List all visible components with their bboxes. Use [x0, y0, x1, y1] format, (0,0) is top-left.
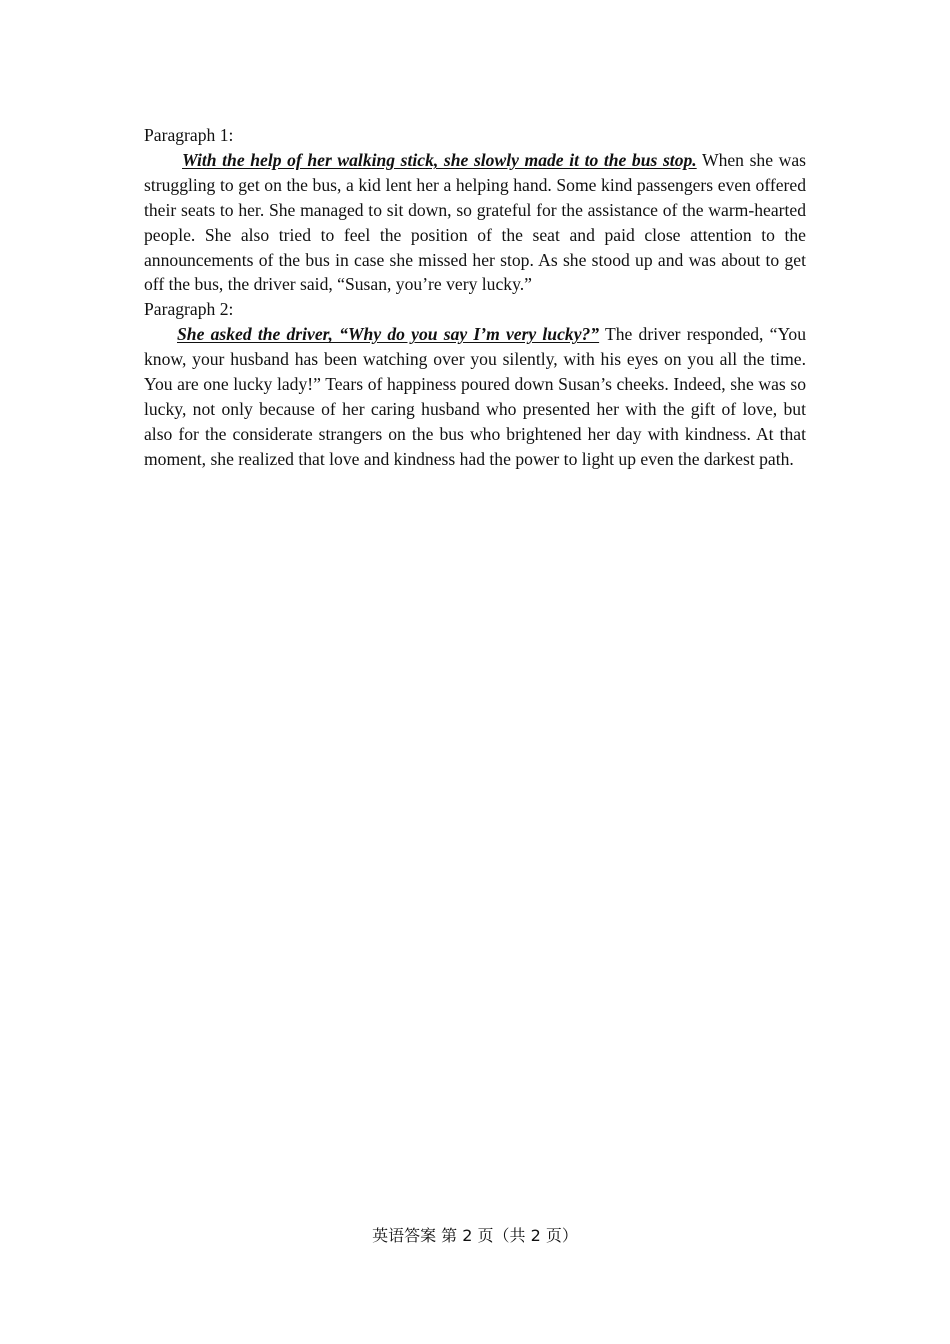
paragraph-1-lead-sentence: With the help of her walking stick, she slowly made it to the bus stop. [182, 149, 697, 170]
paragraph-1-text: When she was struggling to get on the bus, a kid lent her a helping hand. Some kind passengers even offered their seats to her. She managed to sit down, so grateful for the assistance of the warm-hearted people. She also tried to feel the position of the seat and paid close attention to the announcements of the bus in case she missed her stop. As she stood up and was about to get off the bus, the driver said, “Susan, you’re very lucky.” [144, 149, 806, 295]
paragraph-1 [144, 148, 806, 297]
document-body [144, 123, 806, 472]
page-footer: 英语答案 第 2 页（共 2 页） [372, 1226, 578, 1245]
paragraph-2-lead-sentence: She asked the driver, “Why do you say I’m very lucky?” [177, 324, 600, 345]
paragraph-1-heading: Paragraph 1: [144, 125, 234, 145]
paragraph-2 [144, 322, 806, 471]
paragraph-2-heading: Paragraph 2: [144, 299, 234, 320]
paragraph-2-text: The driver responded, “You know, your husband has been watching over you silently, with his eyes on you all the time. You are one lucky lady!” Tears of happiness poured down Susan’s cheeks. Indeed, she was so lucky, not only because of her caring husband who presented her with the gift of love, but also for the considerate strangers on the bus who brightened her day with kindness. At that moment, she realized that love and kindness had the power to light up even the darkest path. [144, 324, 806, 469]
